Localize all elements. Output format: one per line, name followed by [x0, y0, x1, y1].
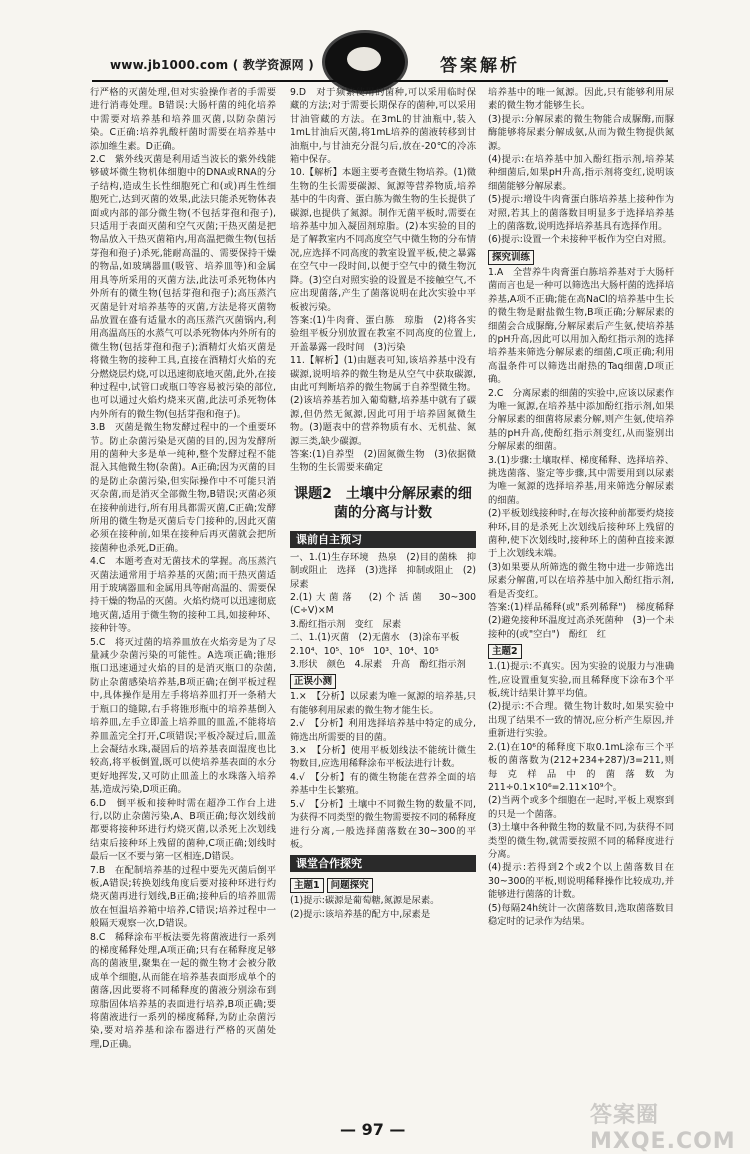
answer-paragraph: (5)提示:增设牛肉膏蛋白胨培养基上接种作为对照,若其上的菌落数目明显多于选择培养基上的菌落数,说明选择培养基具有选择作用。	[488, 194, 674, 233]
page-number: — 97 —	[340, 1120, 406, 1139]
section-practice: 正误小测	[290, 674, 336, 689]
answer-paragraph: 6.D 倒平板和接种时需在超净工作台上进行,以防止杂菌污染,A、B项正确;每次划线前都要将接种环进行灼烧灭菌,以杀死上次划线结束后接种环上残留的菌种,C项正确;划线时最后一区不要与第一区相连,D错误。	[90, 797, 276, 863]
answer-paragraph: (5)每隔24h统计一次菌落数目,选取菌落数目稳定时的记录作为结果。	[488, 902, 674, 927]
answer-paragraph: 11.【解析】(1)由题表可知,该培养基中没有碳源,说明培养的微生物是从空气中获取碳源,由此可判断培养的微生物属于自养型微生物。(2)该培养基若加入葡萄糖,培养基中就有了碳源,但仍然无氮源,因此可用于培养固氮微生物。(3)题表中的营养物质有水、无机盐、氮源三类,缺少碳源。	[290, 355, 476, 447]
answer-paragraph: (3)提示:分解尿素的微生物能合成脲酶,而脲酶能够将尿素分解成氨,从而为微生物提供氮源。	[488, 113, 674, 152]
header-title: 答案解析	[440, 56, 520, 76]
answer-paragraph: 1.× 【分析】以尿素为唯一氮源的培养基,只有能够利用尿素的微生物才能生长。	[290, 691, 476, 716]
answer-paragraph: 5.C 将灭过菌的培养皿放在火焰旁是为了尽量减少杂菌污染的可能性。A选项正确;锥形瓶口迅速通过火焰的目的是消灭瓶口的杂菌,防止杂菌感染培养基,B项正确;在倒平板过程中,具体操作是用左手将培养皿打开一条稍大于瓶口的缝隙,右手将锥形瓶中的培养基倒入培养皿,左手立即盖上培养皿的皿盖,不能将培养皿盖完全打开,C项错误;平板冷凝过后,皿盖上会凝结水珠,凝固后的培养基表面湿度也比较高,将平板倒置,既可以使培养基表面的水分更好地挥发,又可防止皿盖上的水珠落入培养基,造成污染,D项正确。	[90, 636, 276, 796]
section-problem: 问题探究	[327, 878, 373, 893]
answer-paragraph: 8.C 稀释涂布平板法要先将菌液进行一系列的梯度稀释处理,A项正确;只有在稀释度足够高的菌液里,聚集在一起的微生物才会被分散成单个细胞,从而能在培养基表面形成单个的菌落,因此要将不同稀释度的菌液分别涂布到琼脂固体培养基的表面进行培养,B项正确;要将菌液进行一系列的梯度稀释,为防止杂菌污染,要对培养基和涂布器进行严格的灭菌处理,D正确。	[90, 931, 276, 1050]
answer-paragraph: 3.酚红指示剂 变红 尿素	[290, 618, 402, 630]
answer-paragraph: (2)提示:不合理。微生物计数时,如果实验中出现了结果不一致的情况,应分析产生原因,并重新进行实验。	[488, 701, 674, 740]
answer-paragraph: (6)提示:设置一个未接种平板作为空白对照。	[488, 234, 672, 246]
answer-paragraph: 2.(1)大菌落 (2)个活菌 30~300 (C÷V)×M	[290, 592, 486, 617]
publisher-logo-icon	[322, 30, 408, 94]
answer-paragraph: 3.B 灭菌是微生物发酵过程中的一个重要环节。防止杂菌污染是灭菌的目的,因为发酵所用的菌种大多是单一纯种,整个发酵过程不能混入其他微生物(杂菌)。A正确;因为灭菌的目的是防止杂菌污染,但实际操作中不可能只消灭杂菌,而是消灭全部微生物,B错误;灭菌必须在接种前进行,所有用具都需灭菌,C正确;发酵所用的微生物是灭菌后专门接种的,因此灭菌必须在接种前,如果在接种后再灭菌就会把所接菌种也杀死,D正确。	[90, 422, 276, 554]
answer-paragraph: (2)平板划线接种时,在每次接种前都要灼烧接种环,目的是杀死上次划线后接种环上残留的菌种,使下次划线时,接种环上的菌种直接来源于上次划线末端。	[488, 508, 674, 560]
answer-column-3	[488, 86, 684, 1116]
answer-paragraph: 2.C 分离尿素的细菌的实验中,应该以尿素作为唯一氮源,在培养基中添加酚红指示剂,如果分解尿素的细菌将尿素分解,则产生氨,使培养基的pH升高,使酚红指示剂变红,从而鉴别出分解尿素的细菌。	[488, 387, 674, 453]
answer-paragraph: 答案:(1)牛肉膏、蛋白胨 琼脂 (2)将各实验组平板分别放置在教室不同高度的位置上,开盖暴露一段时间 (3)污染	[290, 314, 476, 353]
answer-paragraph: 一、1.(1)生存环境 热泉 (2)目的菌株 抑制或阻止 选择 (3)选择 抑制或阻止 (2)尿素	[290, 551, 476, 590]
answer-paragraph: 2.(1)在10⁶的稀释度下取0.1mL涂布三个平板的菌落数为(212+234+287)/3=211,则每克样品中的菌落数为211÷0.1×10⁶=2.11×10⁹个。	[488, 741, 674, 793]
answer-paragraph: 10.【解析】本题主要考查微生物培养。(1)微生物的生长需要碳源、氮源等营养物质,培养基中的牛肉膏、蛋白胨为微生物的生长提供了碳源,也提供了氮源。制作无菌平板时,需要在培养基中加入凝固剂琼脂。(2)本实验的目的是了解教室内不同高度空气中微生物的分布情况,应选择不同高度的教室设置平板,使之暴露在空气中一段时间,以便于空气中的微生物沉降。(3)空白对照实验的设置是不接触空气,不应出现菌落,产生了菌落说明在此次实验中平板被污染。	[290, 167, 477, 313]
header-divider	[92, 80, 668, 82]
section-coop: 课堂合作探究	[290, 855, 476, 872]
answer-paragraph: 4.C 本题考查对无菌技术的掌握。高压蒸汽灭菌法通常用于培养基的灭菌;而干热灭菌适用于玻璃器皿和金属用具等耐高温的、需要保持干燥的物品的灭菌。火焰灼烧可以迅速彻底地灭菌,适用于微生物的接种工具,如接种环、接种针等。	[90, 556, 276, 635]
watermark: 答案圈 MXQE.COM	[590, 1103, 736, 1154]
answer-paragraph: 4.√ 【分析】有的微生物能在营养全面的培养基中生长繁殖。	[290, 771, 476, 797]
answer-paragraph: 5.√ 【分析】土壤中不同微生物的数量不同,为获得不同类型的微生物需要按不同的稀释度进行分离,一般选择菌落数在30~300的平板。	[290, 798, 476, 850]
site-url: www.jb1000.com ( 教学资源网 )	[110, 58, 314, 72]
answer-paragraph: (4)提示:在培养基中加入酚红指示剂,培养某种细菌后,如果pH升高,指示剂将变红,说明该细菌能够分解尿素。	[488, 154, 674, 192]
answer-paragraph: 2.10⁴、10⁵、10⁶ 10³、10⁴、10⁵	[290, 645, 439, 657]
answer-paragraph: 3.(1)步骤:土壤取样、梯度稀释、选择培养、挑选菌落、鉴定等步骤,其中需要用到以尿素为唯一氮源的选择培养基,用来筛选分解尿素的细菌。	[488, 454, 674, 506]
answer-paragraph: 1.(1)提示:不真实。因为实验的说服力与准确性,应设置重复实验,而且稀释度下涂布3个平板,统计结果计算平均值。	[488, 661, 674, 700]
answer-paragraph: 3.形状 颜色 4.尿素 升高 酚红指示剂	[290, 659, 466, 671]
section-theme1: 主题1	[290, 878, 324, 893]
answer-paragraph: 答案:(1)自养型 (2)固氮微生物 (3)依据微生物的生长需要来确定	[290, 448, 476, 474]
topic-title: 课题2 土壤中分解尿素的细菌的分离与计数	[294, 485, 472, 521]
answer-paragraph: 行严格的灭菌处理,但对实验操作者的手需要进行消毒处理。B错误:大肠杆菌的纯化培养中需要对培养基和培养皿灭菌,以防杂菌污染。C正确:培养乳酸杆菌时需要在培养基中添加维生素。D正确。	[90, 87, 276, 152]
answer-paragraph: (1)提示:碳源是葡萄糖,氮源是尿素。	[290, 895, 440, 907]
answer-paragraph: (3)如果要从所筛选的微生物中进一步筛选出尿素分解菌,可以在培养基中加入酚红指示剂,看是否变红。	[488, 561, 674, 600]
section-preview: 课前自主预习	[290, 531, 476, 548]
answer-paragraph: 7.B 在配制培养基的过程中要先灭菌后倒平板,A错误;转换划线角度后要对接种环进行灼烧灭菌再进行划线,B正确;接种后的培养皿需放在恒温培养箱中培养,C错误;培养过程中一般隔天观察一次,D错误。	[90, 864, 276, 930]
page-header	[0, 0, 750, 96]
answer-paragraph: (2)当两个或多个细胞在一起时,平板上观察到的只是一个菌落。	[488, 795, 674, 820]
answer-paragraph: 2.C 紫外线灭菌是利用适当波长的紫外线能够破坏微生物机体细胞中的DNA或RNA的分子结构,造成生长性细胞死亡和(或)再生性细胞死亡,达到灭菌的效果,此法只能杀死物体表面或内部的部分微生物(不包括芽孢和孢子),只适用于表面灭菌和空气灭菌;干热灭菌是把物品放入干热灭菌箱内,用高温把微生物(包括芽孢和孢子)杀死,能耐高温的、需要保持干燥的物品,如玻璃器皿(吸管、培养皿等)和金属用具等所采用的灭菌方法,此法可杀死物体内外所有的微生物(包括芽孢和孢子);高压蒸汽灭菌是针对培养基等的灭菌,方法是将灭菌物品放置在盛有适量水的高压蒸汽灭菌锅内,利用高温高压的水蒸气可以杀死物体内外所有的微生物(包括芽孢和孢子);酒精灯火焰灭菌是将微生物的接种工具,直接在酒精灯火焰的充分燃烧层灼烧,可以迅速彻底地灭菌,此外,在接种过程中,试管口或瓶口等容易被污染的部位,也可以通过火焰灼烧来灭菌,此法可杀死物体内外所有的微生物(包括芽孢和孢子)。	[90, 154, 276, 420]
answer-paragraph: (4)提示:若得到2个或2个以上菌落数目在30~300的平板,则说明稀释操作比较成功,并能够进行菌落的计数。	[488, 862, 674, 901]
answer-paragraph: 2.√ 【分析】利用选择培养基中特定的成分,筛选出所需要的目的菌。	[290, 718, 476, 743]
answer-paragraph: 1.A 全营养牛肉膏蛋白胨培养基对于大肠杆菌而言也是一种可以筛选出大肠杆菌的选择培养基,A项不正确;能在高NaCl的培养基中生长的微生物是耐盐微生物,B项正确;分解尿素的细菌会合成脲酶,分解尿素后产生氨,使培养基的pH升高,因此可以用加入酚红指示剂的选择培养基来筛选分解尿素的细菌,C项正确;利用高温条件可以筛选出耐热的Taq细菌,D项正确。	[488, 266, 674, 386]
answer-paragraph: 3.× 【分析】使用平板划线法不能统计微生物数目,应选用稀释涂布平板法进行计数。	[290, 745, 476, 770]
answer-paragraph: (2)提示:该培养基的配方中,尿素是	[290, 908, 431, 920]
answer-column-1	[90, 86, 276, 1116]
answer-column-2	[290, 86, 486, 1116]
answer-paragraph: 培养基中的唯一氮源。因此,只有能够利用尿素的微生物才能够生长。	[488, 87, 674, 112]
answer-paragraph: 答案:(1)样品稀释(或"系列稀释") 梯度稀释 (2)避免接种环温度过高杀死菌种 (3)一个未接种的(或"空白") 酚红 红	[488, 602, 684, 640]
answer-paragraph: (3)土壤中各种微生物的数量不同,为获得不同类型的微生物,就需要按照不同的稀释度进行分离。	[488, 822, 674, 860]
answer-paragraph: 9.D 对于频繁使用的菌种,可以采用临时保藏的方法;对于需要长期保存的菌种,可以采用甘油管藏的方法。在3mL的甘油瓶中,装入1mL甘油后灭菌,将1mL培养的菌液转移到甘油瓶中,与甘油充分混匀后,放在-20℃的冷冻箱中保存。	[290, 87, 476, 166]
section-theme2: 主题2	[488, 644, 522, 659]
answer-paragraph: 二、1.(1)灭菌 (2)无菌水 (3)涂布平板	[290, 632, 460, 644]
section-train: 探究训练	[488, 250, 534, 265]
